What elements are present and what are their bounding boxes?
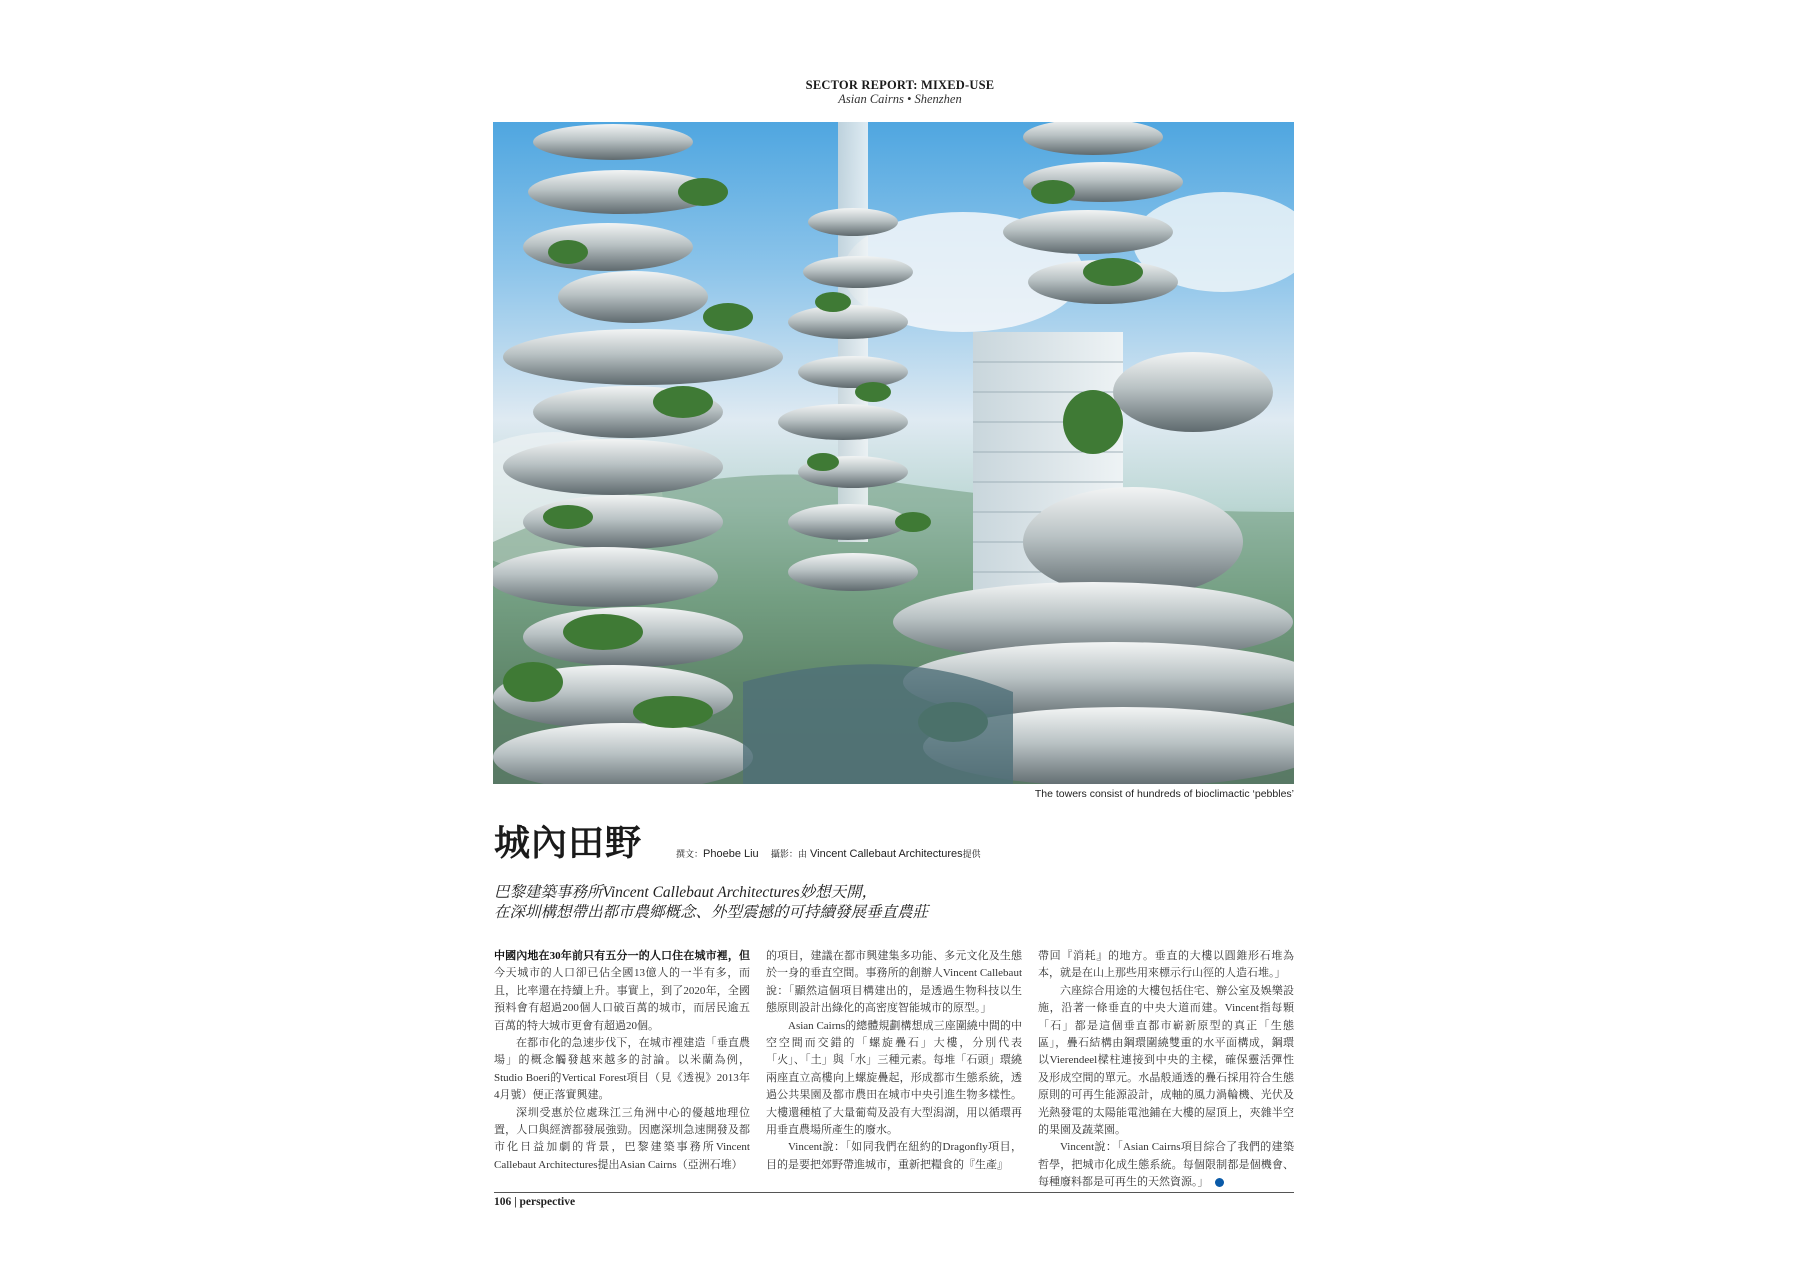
section-subtitle: Asian Cairns • Shenzhen <box>838 92 962 106</box>
byline <box>676 847 981 860</box>
page-footer: 106 | perspective <box>494 1196 576 1208</box>
paragraph: Vincent說：「Asian Cairns項目綜合了我們的建築哲學，把城市化成生態系統。每個限制都是個機會、每種廢料都是可再生的天然資源。」 <box>1038 1141 1294 1189</box>
deck-line: 巴黎建築事務所Vincent Callebaut Architectures妙想天開， <box>494 884 878 901</box>
paragraph: Vincent說：「如同我們在紐約的Dragonfly項目，目的是要把郊野帶進城市，重新把糧食的『生產』 <box>766 1141 1022 1171</box>
body-column-1 <box>494 948 750 1192</box>
writer-name: Phoebe Liu <box>703 848 759 860</box>
paragraph: 中國內地在30年前只有五分一的人口住在城市裡，但今天城市的人口卻已佔全國13億人的一半有多，而且，比率還在持續上升。事實上，到了2020年，全國預料會有超過200個人口破百萬的城市，而居民逾五百萬的特大城市更會有超過20個。 <box>494 950 750 1032</box>
photo-caption: The towers consist of hundreds of bioclimactic ‘pebbles’ <box>1034 788 1294 800</box>
section-header <box>0 78 1800 106</box>
article-body <box>494 948 1294 1192</box>
photo-credit: Vincent Callebaut Architectures <box>810 848 963 860</box>
paragraph: 深圳受惠於位處珠江三角洲中心的優越地理位置，人口與經濟都發展強勁。因應深圳急速開發及都市化日益加劇的背景，巴黎建築事務所Vincent Callebaut Architectures提出Asian Cairns（亞洲石堆） <box>494 1106 750 1171</box>
article-title: 城內田野 <box>494 823 643 864</box>
paragraph: 六座綜合用途的大樓包括住宅、辦公室及娛樂設施，沿著一條垂直的中央大道而建。Vincent指每顆「石」都是這個垂直都市嶄新原型的真正「生態區」，疊石結構由鋼環圍繞雙重的水平面構成，鋼環以Vierendeel樑柱連接到中央的主樑，確保靈活彈性及形成空間的單元。水晶般通透的疊石採用符合生態原則的可再生能源設計，成軸的風力渦輪機、光伏及光熱發電的太陽能電池鋪在大樓的屋頂上，夾雜半空的果園及蔬菜園。 <box>1038 984 1294 1137</box>
deck-line: 在深圳構想帶出都市農鄉概念、外型震撼的可持續發展垂直農莊 <box>494 904 929 921</box>
paragraph: 帶回『消耗』的地方。垂直的大樓以圓錐形石堆為本，就是在山上那些用來標示行山徑的人造石堆。」 <box>1038 950 1294 980</box>
towers-illustration <box>493 122 1294 784</box>
paragraph: Asian Cairns的總體規劃構想成三座圍繞中間的中空空間而交錯的「螺旋疊石」大樓，分別代表「火」、「土」與「水」三種元素。每堆「石頭」環繞兩座直立高樓向上螺旋疊起，形成都市生態系統，透過公共果園及都市農田在城市中央引進生物多樣性。大樓還種植了大量葡萄及設有大型潟湖，用以循環再用垂直農場所產生的廢水。 <box>766 1019 1022 1137</box>
end-mark-icon <box>1215 1178 1224 1187</box>
paragraph: 的項目，建議在都市興建集多功能、多元文化及生態於一身的垂直空間。事務所的創辦人Vincent Callebaut說：「顯然這個項目構建出的，是透過生物科技以生態原則設計出綠化的高密度智能城市的原型。」 <box>766 950 1022 1015</box>
photo-credit-suffix: 提供 <box>962 849 981 859</box>
hero-photo <box>493 122 1294 784</box>
section-label: SECTOR REPORT: MIXED-USE <box>805 78 995 92</box>
article-deck <box>494 883 928 923</box>
body-column-2 <box>766 948 1022 1192</box>
body-column-3 <box>1038 948 1294 1192</box>
photo-credit-label: 攝影：由 <box>770 849 807 859</box>
writer-label: 撰文： <box>676 849 704 859</box>
paragraph: 在都市化的急速步伐下，在城市裡建造「垂直農場」的概念觸發越來越多的討論。以米蘭為例，Studio Boeri的Vertical Forest項目（見《透視》2013年4月號）便正落實興建。 <box>494 1037 750 1102</box>
lead-in: 中國內地在30年前只有五分一的人口住在城市裡，但 <box>494 950 750 962</box>
footer-rule <box>494 1192 1294 1193</box>
